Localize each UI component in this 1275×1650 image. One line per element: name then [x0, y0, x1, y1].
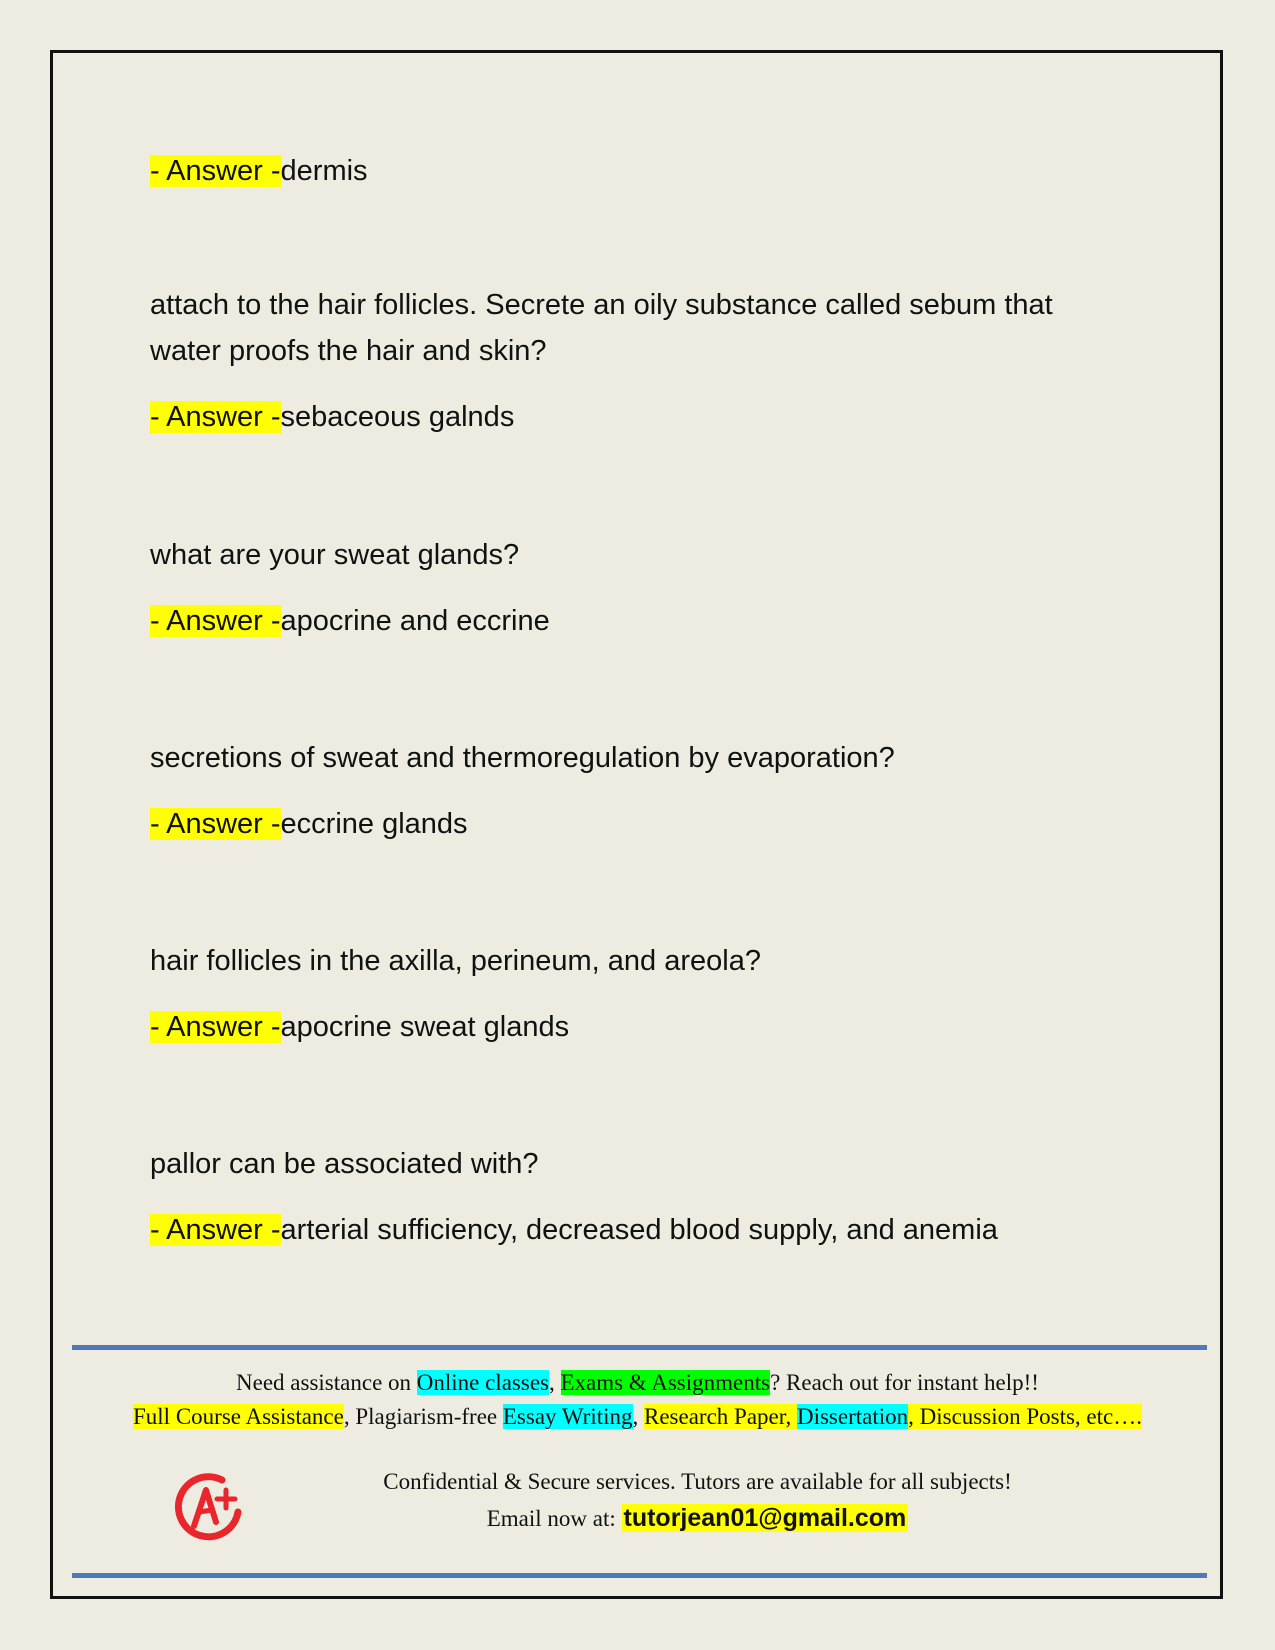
answer-line: [150, 801, 1110, 847]
footer-suffix: ? Reach out for instant help!!: [770, 1370, 1039, 1395]
qa-item-1: [150, 148, 1110, 194]
answer-label: - Answer -: [150, 1214, 281, 1246]
discussion-highlight: , Discussion Posts, etc….: [908, 1404, 1142, 1429]
question-text: attach to the hair follicles. Secrete an oily substance called sebum that water proofs the hair and skin?: [150, 289, 1053, 367]
answer-line: [150, 598, 1110, 644]
question-text: pallor can be associated with?: [150, 1148, 539, 1180]
question-text: hair follicles in the axilla, perineum, and areola?: [150, 945, 761, 977]
qa-item-6: [150, 1141, 1110, 1253]
footer-line-1: [60, 1368, 1215, 1398]
answer-line: [150, 1207, 1110, 1253]
answer-text: eccrine glands: [280, 808, 468, 840]
essay-highlight: Essay Writing: [502, 1404, 633, 1429]
research-highlight: Research Paper,: [644, 1404, 797, 1429]
answer-text: apocrine and eccrine: [280, 605, 550, 637]
answer-line: [150, 1004, 1110, 1050]
email-label: Email now at:: [486, 1506, 622, 1531]
answer-text: apocrine sweat glands: [280, 1011, 570, 1043]
online-classes-highlight: Online classes: [416, 1370, 549, 1395]
footer-email-line: [120, 1503, 1275, 1534]
question-text: what are your sweat glands?: [150, 539, 520, 571]
answer-line: [150, 148, 1110, 194]
footer-prefix: Need assistance on: [236, 1370, 417, 1395]
email-link[interactable]: tutorjean01@gmail.com: [623, 1504, 907, 1532]
qa-item-3: [150, 532, 1110, 644]
qa-item-4: [150, 735, 1110, 847]
answer-text: arterial sufficiency, decreased blood supply, and anemia: [280, 1214, 998, 1246]
answer-text: sebaceous galnds: [280, 401, 515, 433]
full-course-highlight: Full Course Assistance: [133, 1404, 344, 1429]
qa-item-5: [150, 938, 1110, 1050]
answer-label: - Answer -: [150, 1011, 281, 1043]
answer-line: [150, 394, 1110, 440]
answer-text: dermis: [280, 155, 368, 187]
footer-line-2: [60, 1402, 1215, 1432]
footer-comma: ,: [632, 1404, 644, 1429]
plagiarism-text: , Plagiarism-free: [343, 1404, 503, 1429]
answer-label: - Answer -: [150, 401, 281, 433]
answer-label: - Answer -: [150, 808, 281, 840]
answer-label: - Answer -: [150, 155, 281, 187]
footer-comma: ,: [549, 1370, 561, 1395]
footer-bottom-rule: [72, 1573, 1207, 1578]
question-text: secretions of sweat and thermoregulation by evaporation?: [150, 742, 895, 774]
answer-label: - Answer -: [150, 605, 281, 637]
footer-line-3: Confidential & Secure services. Tutors are available for all subjects!: [383, 1469, 1012, 1494]
qa-item-2: [150, 282, 1110, 440]
exams-highlight: Exams & Assignments: [560, 1370, 771, 1395]
footer-top-rule: [72, 1345, 1207, 1350]
dissertation-highlight: Dissertation: [796, 1404, 909, 1429]
